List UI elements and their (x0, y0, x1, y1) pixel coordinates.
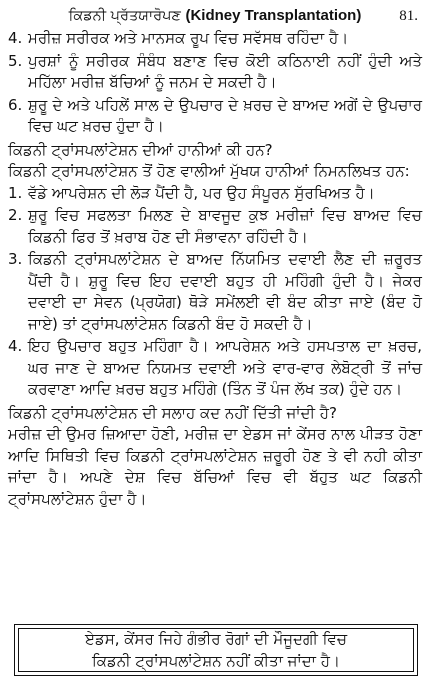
not-advised-paragraph: ਮਰੀਜ਼ ਦੀ ਉਮਰ ਜ਼ਿਆਦਾ ਹੋਣੀ, ਮਰੀਜ਼ ਦਾ ਏਡਸ ਜਾਂ ਕੇਂਸਰ ਨਾਲ ਪੀੜਤ ਹੋਣਾ ਆਦਿ ਸਿਥਿਤੀ ਵਿਚ ਕਿਡਨੀ ਟ੍ਰਾਂਸਪਲਾਂਟੇਸ਼ਨ ਜ਼ਰੂਰੀ ਹੋਣ ਤੇ ਵੀ ਨਹੀ ਕੀਤਾ ਜਾਂਦਾ ਹੈ। ਅਪਣੇ ਦੇਸ਼ ਵਿਚ ਬੱਚਿਆਂ ਵਿਚ ਵੀ ਬੱਹੁਤ ਘਟ ਕਿਡਨੀ ਟ੍ਰਾਂਸਪਲਾਂਟੇਸ਼ਨ ਹੁੰਦਾ ਹੈ। (8, 425, 422, 508)
list-item: 5. ਪੁਰਸ਼ਾਂ ਨੂੰ ਸਰੀਰਕ ਸੰਬੰਧ ਬਣਾਣ ਵਿਚ ਕੋਈ ਕਠਿਨਾਈ ਨਹੀਂ ਹੁੰਦੀ ਅਤੇ ਮਹਿੱਲਾ ਮਰੀਜ਼ ਬੱਚਿਆਂ ਨੂੰ ਜਨਮ ਦੇ ਸਕਦੀ ਹੈ। (8, 51, 422, 91)
callout-box (14, 624, 418, 676)
header-title-english: (Kidney Transplantation) (185, 7, 362, 24)
benefits-list-continued (8, 28, 422, 138)
harms-intro: ਕਿਡਨੀ ਟ੍ਰਾਂਸਪਲਾਂਟੇਸ਼ਨ ਤੋਂ ਹੋਣ ਵਾਲੀਆਂ ਮੁੱਖਯ ਹਾਨੀਆਂ ਨਿਮਨਲਿਖਤ ਹਨ: (8, 162, 410, 180)
list-item: 4. ਇਹ ਉਪਚਾਰ ਬਹੁਤ ਮਹਿੰਗਾ ਹੈ। ਆਪਰੇਸ਼ਨ ਅਤੇ ਹਸਪਤਾਲ ਦਾ ਖ਼ਰਚ, ਘਰ ਜਾਣ ਦੇ ਬਾਅਦ ਨਿਯਮਤ ਦਵਾਈ ਅਤੇ ਵਾਰ-ਵਾਰ ਲੇਬੋਟ੍ਰੀ ਤੋਂ ਜਾਂਚ ਕਰਵਾਣਾ ਆਦਿ ਖ਼ਰਚ ਬਹੁਤ ਮਹਿੰਗੇ (ਤਿੰਨ ਤੋਂ ਪੰਜ ਲੱਖ ਤਕ) ਹੁੰਦੇ ਹਨ। (8, 337, 422, 398)
page-body (8, 28, 422, 510)
callout-line-2: ਕਿਡਨੀ ਟ੍ਰਾਂਸਪਲਾਂਟੇਸ਼ਨ ਨਹੀਂ ਕੀਤਾ ਜਾਂਦਾ ਹੈ। (91, 652, 341, 670)
header-title-punjabi: ਕਿਡਨੀ ਪ੍ਰੱਤਯਾਰੋਪਣ (68, 8, 181, 24)
not-advised-heading: ਕਿਡਨੀ ਟ੍ਰਾਂਸਪਲਾਂਟੇਸ਼ਨ ਦੀ ਸਲਾਹ ਕਦ ਨਹੀਂ ਦਿੱਤੀ ਜਾਂਦੀ ਹੈ? (8, 403, 337, 422)
list-item: 4. ਮਰੀਜ਼ ਸਰੀਰਕ ਅਤੇ ਮਾਨਸਕ ਰੂਪ ਵਿਚ ਸਵੱਸਥ ਰਹਿੰਦਾ ਹੈ। (8, 29, 349, 47)
harms-heading: ਕਿਡਨੀ ਟ੍ਰਾਂਸਪਲਾਂਟੇਸ਼ਨ ਦੀਆਂ ਹਾਨੀਆਂ ਕੀ ਹਨ? (8, 140, 273, 159)
list-item: 2. ਸ਼ੁਰੂ ਵਿਚ ਸਫਲਤਾ ਮਿਲਣ ਦੇ ਬਾਵਜੂਦ ਕੁਝ ਮਰੀਜ਼ਾਂ ਵਿਚ ਬਾਅਦ ਵਿਚ ਕਿਡਨੀ ਫਿਰ ਤੋਂ ਖ਼ਰਾਬ ਹੋਣ ਦੀ ਸੰਭਾਵਨਾ ਰਹਿੰਦੀ ਹੈ। (8, 206, 422, 246)
list-item: 6. ਸ਼ੁਰੂ ਦੇ ਅਤੇ ਪਹਿਲੇਂ ਸਾਲ ਦੇ ਉਪਚਾਰ ਦੇ ਖ਼ਰਚ ਦੇ ਬਾਅਦ ਅਗੇਂ ਦੇ ਉਪਚਾਰ ਵਿਚ ਘਟ ਖ਼ਰਚ ਹੁੰਦਾ ਹੈ। (8, 95, 422, 135)
callout-inner-border (18, 628, 414, 672)
harms-list (8, 183, 422, 401)
list-item: 1. ਵੱਡੇ ਆਪਰੇਸ਼ਨ ਦੀ ਲੋੜ ਪੈਂਦੀ ਹੈ, ਪਰ ਉਹ ਸੰਪੂਰਨ ਸੁੱਰਖਿਅਤ ਹੈ। (8, 183, 375, 202)
callout-line-1: ਏਡਸ, ਕੇਂਸਰ ਜਿਹੇ ਗੰਭੀਰ ਰੋਗਾਂ ਦੀ ਮੌਜੂਦਗੀ ਵਿਚ (85, 630, 347, 648)
running-header (8, 4, 422, 28)
page-number: 81. (399, 8, 418, 24)
list-item: 3. ਕਿਡਨੀ ਟ੍ਰਾਂਸਪਲਾਂਟੇਸ਼ਨ ਦੇ ਬਾਅਦ ਨਿੱਯਮਿਤ ਦਵਾਈ ਲੈਣ ਦੀ ਜ਼ਰੂਰਤ ਪੈਂਦੀ ਹੈ। ਸ਼ੁਰੂ ਵਿਚ ਇਹ ਦਵਾਈ ਬਹੁਤ ਹੀ ਮਹਿੰਗੀ ਹੁੰਦੀ ਹੈ। ਜੇਕਰ ਦਵਾਈ ਦਾ ਸੇਵਨ (ਪ੍ਰਯੋਗ) ਥੋੜੇ ਸਮੇਂਲਈ ਵੀ ਬੰਦ ਕੀਤਾ ਜਾਏ (ਬੰਦ ਹੋ ਜਾਏ) ਤਾਂ ਟ੍ਰਾਂਸਪਲਾਂਟੇਸ਼ਨ ਕਿਡਨੀ ਬੰਦ ਹੋ ਸਕਦੀ ਹੈ। (8, 250, 422, 333)
